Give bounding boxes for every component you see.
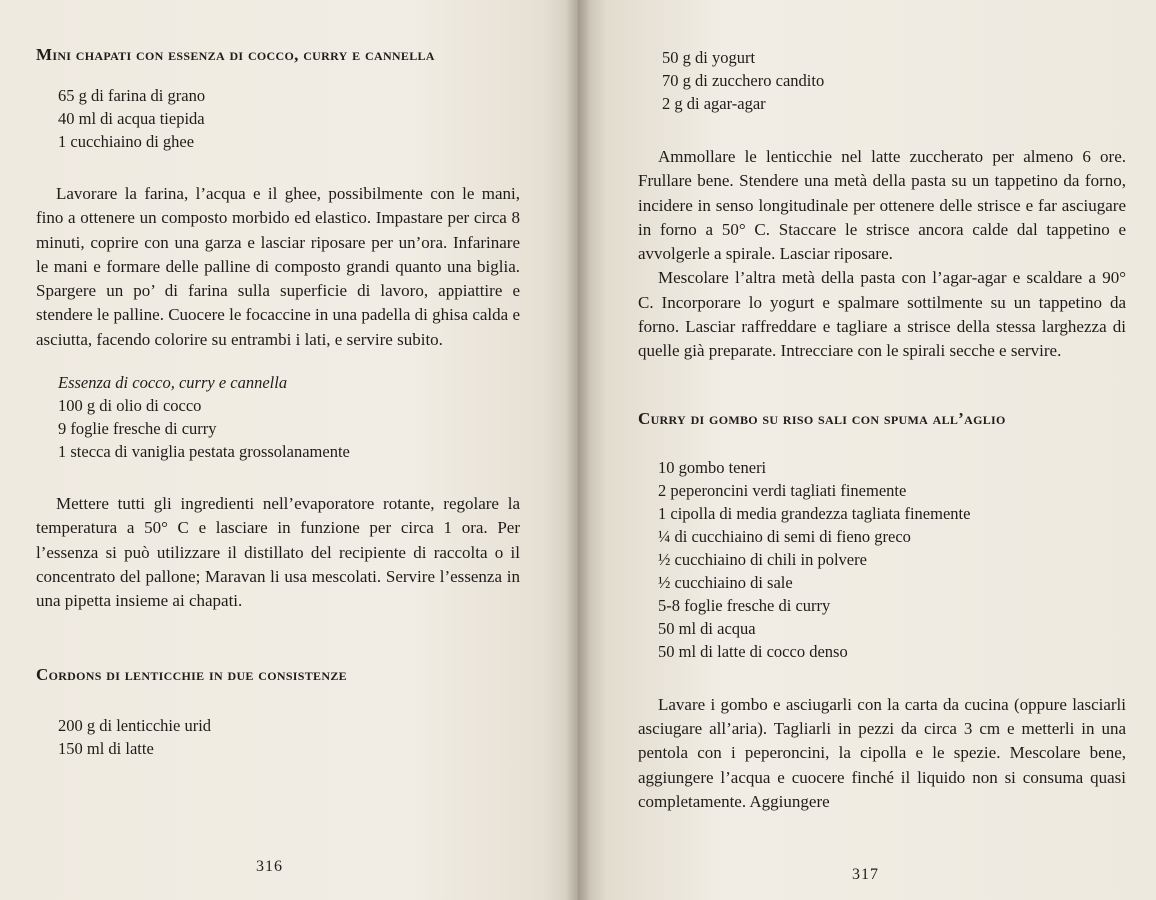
method-paragraph-essenza: Mettere tutti gli ingredienti nell’evaporatore rotante, regolare la temperatura a 50° C e lasciare in funzione per circa 1 ora. Per l’essenza si può utilizzare il distillato del recipiente di raccolta o il concentrato del pallone; Maravan li usa mescolati. Servire l’essenza in una pipetta insieme ai chapati. bbox=[36, 494, 520, 611]
ingredient-item: 1 cucchiaino di ghee bbox=[58, 132, 195, 151]
ingredient-item: ¼ di cucchiaino di semi di fieno greco bbox=[658, 526, 911, 546]
method-paragraph-cordons-2: Mescolare l’altra metà della pasta con l’agar-agar e scaldare a 90° C. Incorporare lo yogurt e spalmare sottilmente su un tappetino da forno. Lasciar raffreddare e tagliare a strisce della stessa larghezza di quelle già preparate. Intrecciare con le spirali secche e servire. bbox=[638, 268, 1126, 361]
method-paragraph-cordons-1: Ammollare le lenticchie nel latte zuccherato per almeno 6 ore. Frullare bene. Stendere una metà della pasta su un tappetino da forno, incidere in senso longitudinale per ottenere delle strisce e far asciugare in forno a 50° C. Staccare le strisce ancora calde dal tappetino e avvolgerle a spirale. Lasciar riposare. bbox=[638, 147, 1126, 264]
ingredient-item: ½ cucchiaino di sale bbox=[658, 572, 793, 592]
recipe-title-chapati: Mini chapati con essenza di cocco, curry e cannella bbox=[36, 45, 435, 64]
ingredient-item: ½ cucchiaino di chili in polvere bbox=[658, 549, 867, 569]
subrecipe-title-essenza: Essenza di cocco, curry e cannella bbox=[58, 373, 288, 393]
ingredient-item: 150 ml di latte bbox=[58, 738, 154, 758]
ingredient-item: 10 gombo teneri bbox=[658, 457, 767, 477]
ingredient-list-curry-gombo bbox=[638, 456, 1126, 663]
left-page-content bbox=[36, 44, 520, 760]
ingredient-item: 65 g di farina di grano bbox=[58, 86, 206, 105]
ingredient-item: 70 g di zucchero candito bbox=[662, 71, 825, 90]
recipe-title-curry-gombo: Curry di gombo su riso sali con spuma all’aglio bbox=[638, 408, 1006, 428]
ingredient-item: 50 ml di latte di cocco denso bbox=[658, 641, 848, 661]
ingredient-item: 40 ml di acqua tiepida bbox=[58, 109, 205, 128]
ingredient-item: 50 g di yogurt bbox=[662, 48, 756, 67]
ingredient-item: 1 cipolla di media grandezza tagliata finemente bbox=[658, 503, 971, 523]
page-number-right: 317 bbox=[852, 866, 879, 883]
ingredient-list-chapati bbox=[36, 84, 520, 153]
ingredient-item: 5-8 foglie fresche di curry bbox=[658, 595, 831, 615]
ingredient-item: 1 stecca di vaniglia pestata grossolanamente bbox=[58, 442, 350, 462]
book-gutter bbox=[566, 0, 590, 900]
ingredient-item: 100 g di olio di cocco bbox=[58, 396, 202, 416]
ingredient-item: 2 peperoncini verdi tagliati finemente bbox=[658, 480, 907, 500]
ingredient-list-cordons-continued bbox=[638, 46, 1126, 115]
page-number-left: 316 bbox=[256, 858, 283, 875]
ingredient-item: 200 g di lenticchie urid bbox=[58, 715, 212, 735]
method-paragraph-curry-gombo: Lavare i gombo e asciugarli con la carta da cucina (oppure lasciarli asciugare all’aria). Tagliarli in pezzi da circa 3 cm e metterli in una pentola con i peperoncini, la cipolla e le spezie. Mescolare bene, aggiungere l’acqua e cuocere finché il liquido non si consuma quasi completamente. Aggiungere bbox=[638, 694, 1126, 811]
right-page-content bbox=[638, 46, 1126, 814]
method-paragraph-chapati: Lavorare la farina, l’acqua e il ghee, possibilmente con le mani, fino a ottenere un composto morbido ed elastico. Impastare per circa 8 minuti, coprire con una garza e lasciar riposare per un’ora. Infarinare le mani e formare delle palline di composto grandi quanto una biglia. Spargere un po’ di farina sulla superficie di lavoro, appiattire e stendere le palline. Cuocere le focaccine in una padella di ghisa calda e asciutta, facendo colorire su entrambi i lati, e servire subito. bbox=[36, 184, 520, 349]
ingredient-list-essenza bbox=[36, 394, 520, 463]
ingredient-item: 2 g di agar-agar bbox=[662, 94, 766, 113]
recipe-title-cordons: Cordons di lenticchie in due consistenze bbox=[36, 664, 347, 684]
ingredient-item: 50 ml di acqua bbox=[658, 618, 756, 638]
ingredient-item: 9 foglie fresche di curry bbox=[58, 419, 217, 439]
ingredient-list-cordons bbox=[36, 714, 520, 760]
